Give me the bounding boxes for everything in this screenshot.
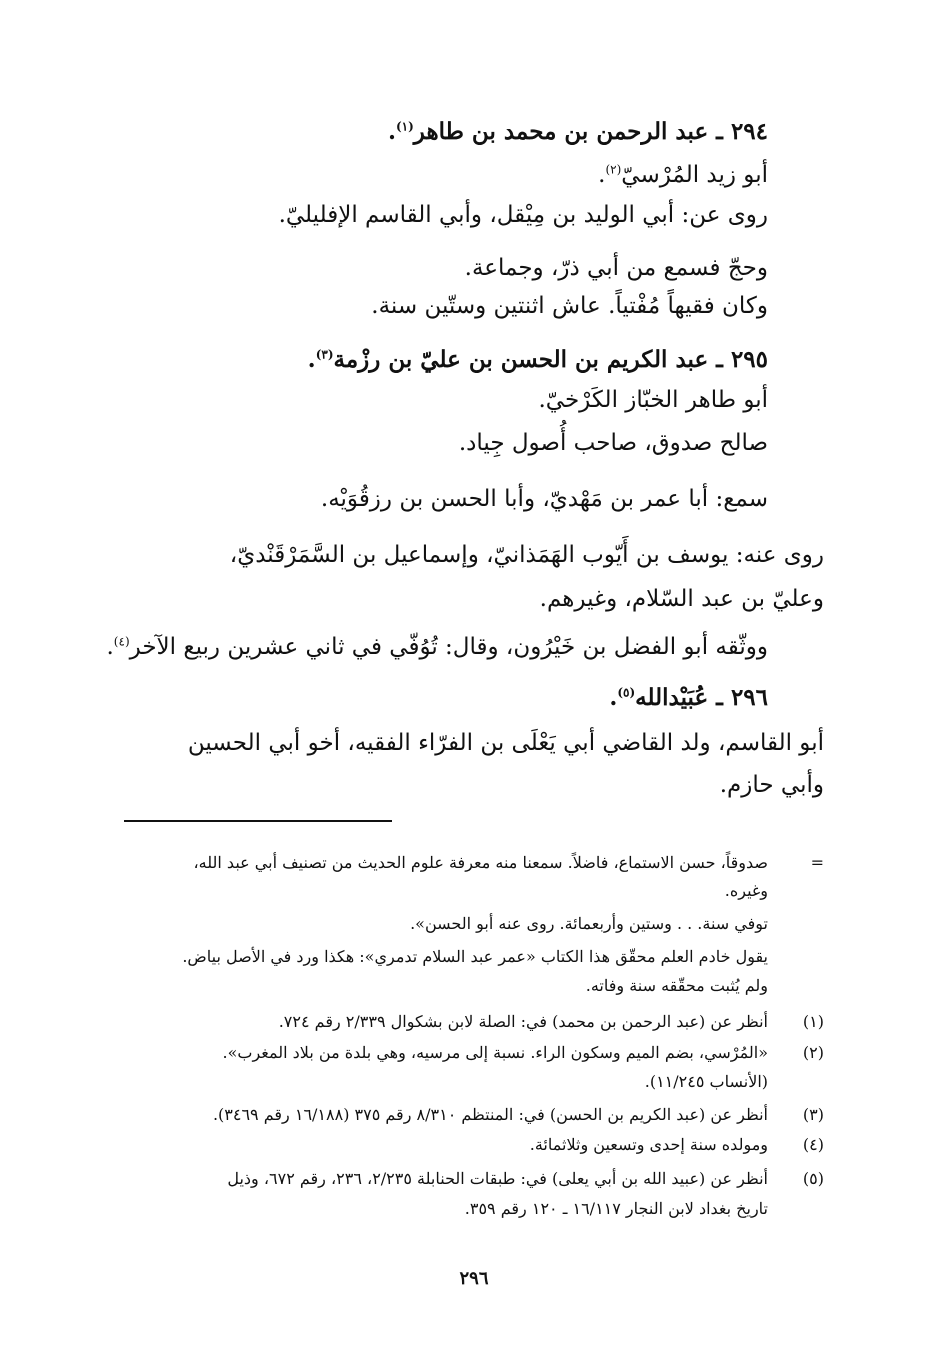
footnote-line: أنظر عن (عبد الكريم بن الحسن) في: المنتظم ٨/٣١٠ رقم ٣٧٥ (١٦/١٨٨ رقم ٣٤٦٩). [212, 1105, 768, 1124]
footnote-number: (٢) [802, 1043, 824, 1062]
text-line: وحجّ فسمع من أبي ذرّ، وجماعة. [464, 255, 768, 281]
entry-heading-294 [388, 117, 768, 147]
text-line [598, 160, 768, 190]
footnote-line: وغيره. [724, 881, 768, 900]
footnote-separator [124, 820, 392, 822]
footnote-number: (٣) [802, 1105, 824, 1124]
entry-heading-text: ٢٩٥ ـ عبد الكريم بن الحسن بن عليّ بن رزْمة [333, 346, 768, 373]
entry-heading-296 [609, 683, 768, 713]
text-line: صالح صدوق، صاحب أُصول جِياد. [458, 430, 768, 456]
text-line: روى عن: أبي الوليد بن مِيْقل، وأبي القاسم الإفليليّ. [278, 202, 768, 228]
footnote-line: يقول خادم العلم محقّق هذا الكتاب «عمر عبد السلام تدمري»: هكذا ورد في الأصل بياض. [182, 947, 768, 966]
footnote-line: أنظر عن (عبيد الله بن أبي يعلى) في: طبقات الحنابلة ٢/٢٣٥، ٢٣٦، رقم ٦٧٢، وذيل [227, 1169, 768, 1188]
footnote-number: (٥) [802, 1169, 824, 1188]
entry-heading-text: ٢٩٤ ـ عبد الرحمن بن محمد بن طاهر [413, 118, 768, 145]
footnote-number: (١) [802, 1012, 824, 1031]
footnote-line: ومولده سنة إحدى وتسعين وثلاثمائة. [529, 1135, 768, 1154]
entry-heading-text: ٢٩٦ ـ عُبَيْدالله [635, 684, 768, 711]
footnote-ref[interactable]: (١) [395, 119, 414, 134]
footnote-ref[interactable]: (٢) [605, 162, 622, 177]
footnote-line: «المُرْسي، بضم الميم وسكون الراء. نسبة إلى مرسيه، وهي بلدة من بلاد المغرب». [222, 1043, 768, 1062]
text-span: . [598, 162, 606, 188]
text-span: أبو زيد المُرْسيّ [621, 162, 768, 188]
footnote-line: توفي سنة. . . وستين وأربعمائة. روى عنه أبو الحسن». [410, 914, 768, 933]
footnote-number: (٤) [802, 1135, 824, 1154]
footnote-line: تاريخ بغداد لابن النجار ١٦/١١٧ ـ ١٢٠ رقم ٣٥٩. [464, 1199, 768, 1218]
entry-heading-295 [308, 345, 768, 375]
footnote-continuation-mark: = [810, 853, 824, 872]
text-line: وكان فقيهاً مُفْتياً. عاش اثنتين وستّين سنة. [371, 293, 768, 319]
footnote-ref[interactable]: (٣) [315, 347, 334, 362]
entry-heading-tail: . [307, 346, 316, 373]
entry-heading-tail: . [387, 118, 396, 145]
footnote-line: ولم يُثبت محقّقه سنة وفاته. [585, 976, 768, 995]
text-line: وعليّ بن عبد السّلام، وغيرهم. [539, 586, 824, 612]
footnote-line: صدوقاً، حسن الاستماع، فاضلاً. سمعنا منه معرفة علوم الحديث من تصنيف أبي عبد الله، [193, 853, 768, 872]
footnote-ref[interactable]: (٤) [113, 634, 130, 649]
text-line: سمع: أبا عمر بن مَهْديّ، وأبا الحسن بن رزقُوَيْه. [320, 486, 768, 512]
footnote-ref[interactable]: (٥) [617, 685, 636, 700]
footnote-line: أنظر عن (عبد الرحمن بن محمد) في: الصلة لابن بشكوال ٢/٣٣٩ رقم ٧٢٤. [278, 1012, 768, 1031]
footnote-line: (الأنساب ١١/٢٤٥). [644, 1072, 768, 1091]
text-line: أبو القاسم، ولد القاضي أبي يَعْلَى بن الفرّاء الفقيه، أخو أبي الحسين [187, 730, 824, 756]
text-line: وأبي حازم. [719, 772, 824, 798]
text-line [106, 632, 768, 662]
entry-heading-tail: . [609, 684, 618, 711]
page-number: ٢٩٦ [459, 1268, 489, 1289]
text-span: ووثّقه أبو الفضل بن خَيْرُون، وقال: تُوُفّي في ثاني عشرين ربيع الآخر [129, 634, 768, 660]
text-line: روى عنه: يوسف بن أَيّوب الهَمَذانيّ، وإسماعيل بن السَّمَرْقَنْديّ، [229, 542, 824, 568]
text-line: أبو طاهر الخبّاز الكَرْخيّ. [538, 387, 768, 413]
text-span: . [106, 634, 114, 660]
